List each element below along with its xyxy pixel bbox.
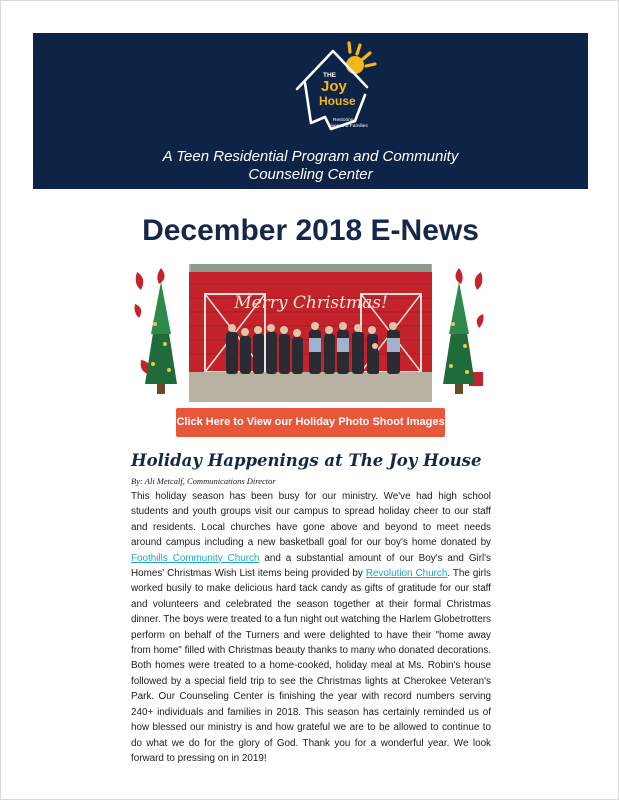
joy-house-logo: [283, 37, 391, 141]
foothills-community-church-link[interactable]: Foothills Community Church: [131, 552, 260, 564]
body-part2: and a substantial amount of our Boy's and Girl's Homes' Christmas Wish List items being provided by: [131, 552, 491, 580]
logo-house-text: House: [319, 94, 356, 108]
revolution-church-link[interactable]: Revolution Church: [365, 568, 448, 580]
article-title: Holiday Happenings at The Joy House: [131, 451, 482, 470]
logo-restoring-text: Restoring: [333, 118, 354, 123]
header-tagline: [33, 148, 588, 184]
body-part1: This holiday season has been busy for our ministry. We've had high school students and youth groups visit our campus to spread holiday cheer to our staff and residents. Local churches have gone above and beyond to meet needs around campus including a new basketball goal for our boy's home donated by: [131, 491, 491, 549]
logo-the-text: THE: [323, 72, 336, 79]
logo-joy-text: Joy: [321, 78, 347, 95]
article-body: [131, 489, 491, 766]
tagline-line1: A Teen Residential Program and Community: [162, 148, 459, 165]
article-byline: By: Ali Metcalf, Communications Director: [131, 476, 276, 486]
page-title: December 2018 E-News: [142, 214, 479, 247]
logo-lives-text: Lives and Families: [328, 124, 368, 129]
view-photo-shoot-button[interactable]: Click Here to View our Holiday Photo Shoot Images: [176, 408, 445, 437]
tagline-line2: Counseling Center: [248, 166, 373, 183]
holiday-photo: [131, 264, 490, 402]
body-part3: . The girls worked busily to make delicious hard tack candy as gifts of gratitude for our staff and volunteers and celebrated the season together at their formal Christmas dinner. The boys were treated to a fun night out watching the Harlem Globetrotters perform on behalf of the Turners and were delighted to have their "home away from home" filled with Christmas beauty thanks to many who donated decorations. Both homes were treated to a home-cooked, holiday meal at Ms. Robin's house followed by a special field trip to see the Christmas lights at Cherokee Veteran's Park. Our Counseling Center is finishing the year with record numbers serving 240+ individuals and families in 2018. This season has certainly reminded us of how blessed our ministry is and how grateful we are to be allowed to continue to do what we do for the glory of God. Thank you for a wonderful year. We look forward to pressing on in 2019!: [131, 568, 491, 764]
merry-christmas-text: Merry Christmas!: [234, 293, 388, 313]
header-banner: [33, 33, 588, 189]
